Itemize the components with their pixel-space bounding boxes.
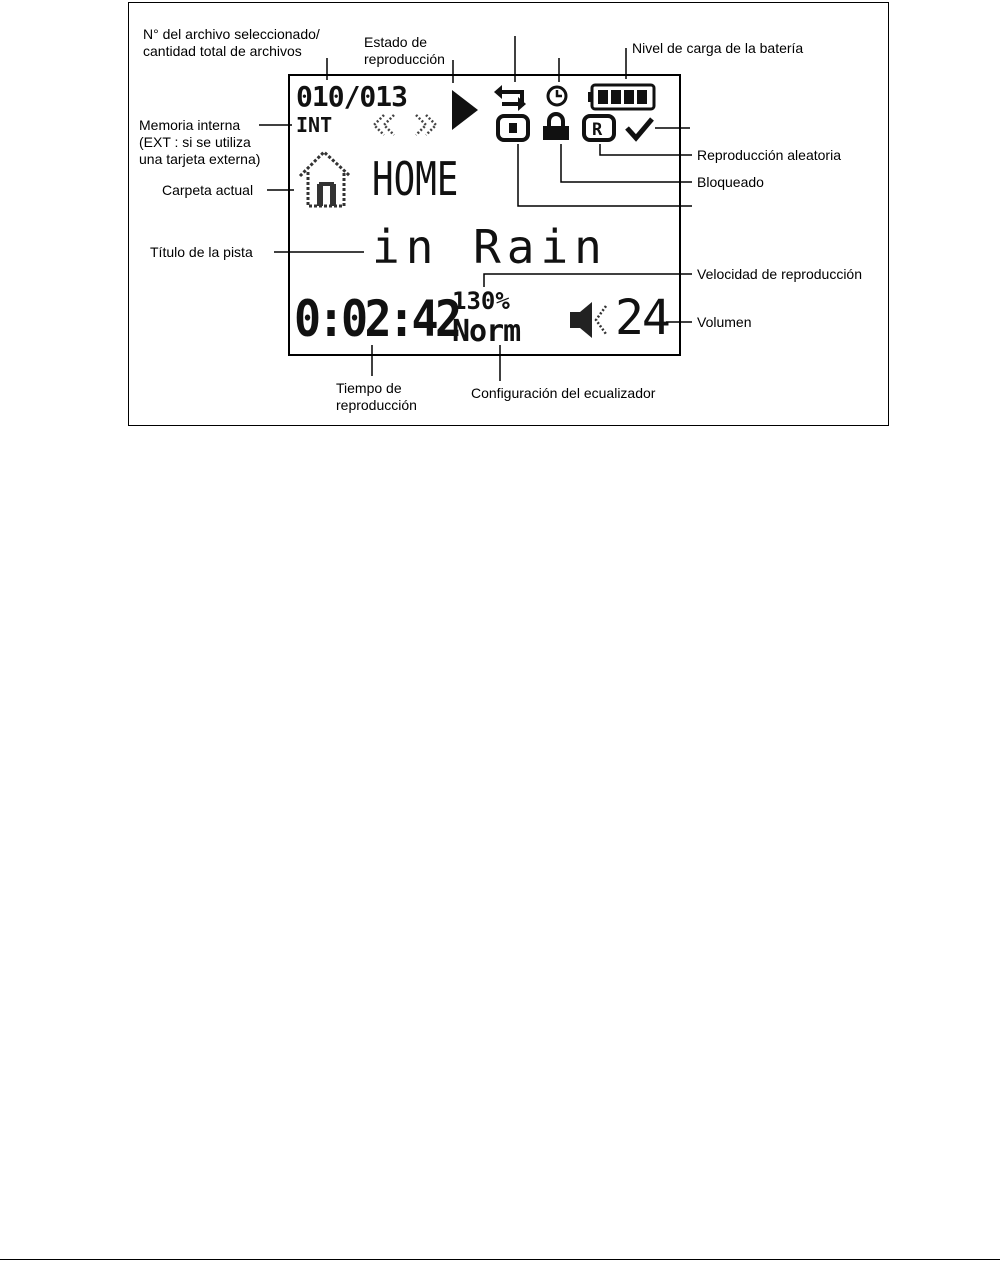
label-volume: Volumen (697, 314, 752, 330)
label-playback-speed: Velocidad de reproducción (697, 266, 863, 282)
file-counter: 010/013 (296, 80, 408, 113)
play-time: 0:02:42 (294, 290, 459, 348)
label-file-number: N° del archivo seleccionado/ cantidad total de archivos (143, 26, 320, 59)
eq-value: Norm (452, 314, 521, 349)
label-track-title: Título de la pista (150, 244, 253, 260)
label-shuffle: Reproducción aleatoria (697, 147, 841, 163)
label-battery: Nivel de carga de la batería (632, 40, 804, 56)
volume-value: 24 (615, 290, 669, 346)
label-eq-setting: Configuración del ecualizador (471, 385, 656, 401)
label-play-state: Estado de reproducción (364, 34, 445, 67)
label-play-time: Tiempo de reproducción (336, 380, 417, 413)
speed-value: 130% (452, 287, 510, 315)
track-title: in Rain (372, 220, 608, 274)
label-locked: Bloqueado (697, 174, 764, 190)
memory-indicator: INT (296, 113, 333, 137)
svg-text:R: R (592, 120, 603, 140)
label-internal-memory: Memoria interna (EXT : si se utiliza una tarjeta externa) (139, 117, 261, 167)
page-footer-rule (0, 1259, 1000, 1260)
leader-lines (0, 0, 1000, 430)
folder-name: HOME (372, 152, 459, 206)
label-current-folder: Carpeta actual (162, 182, 254, 198)
